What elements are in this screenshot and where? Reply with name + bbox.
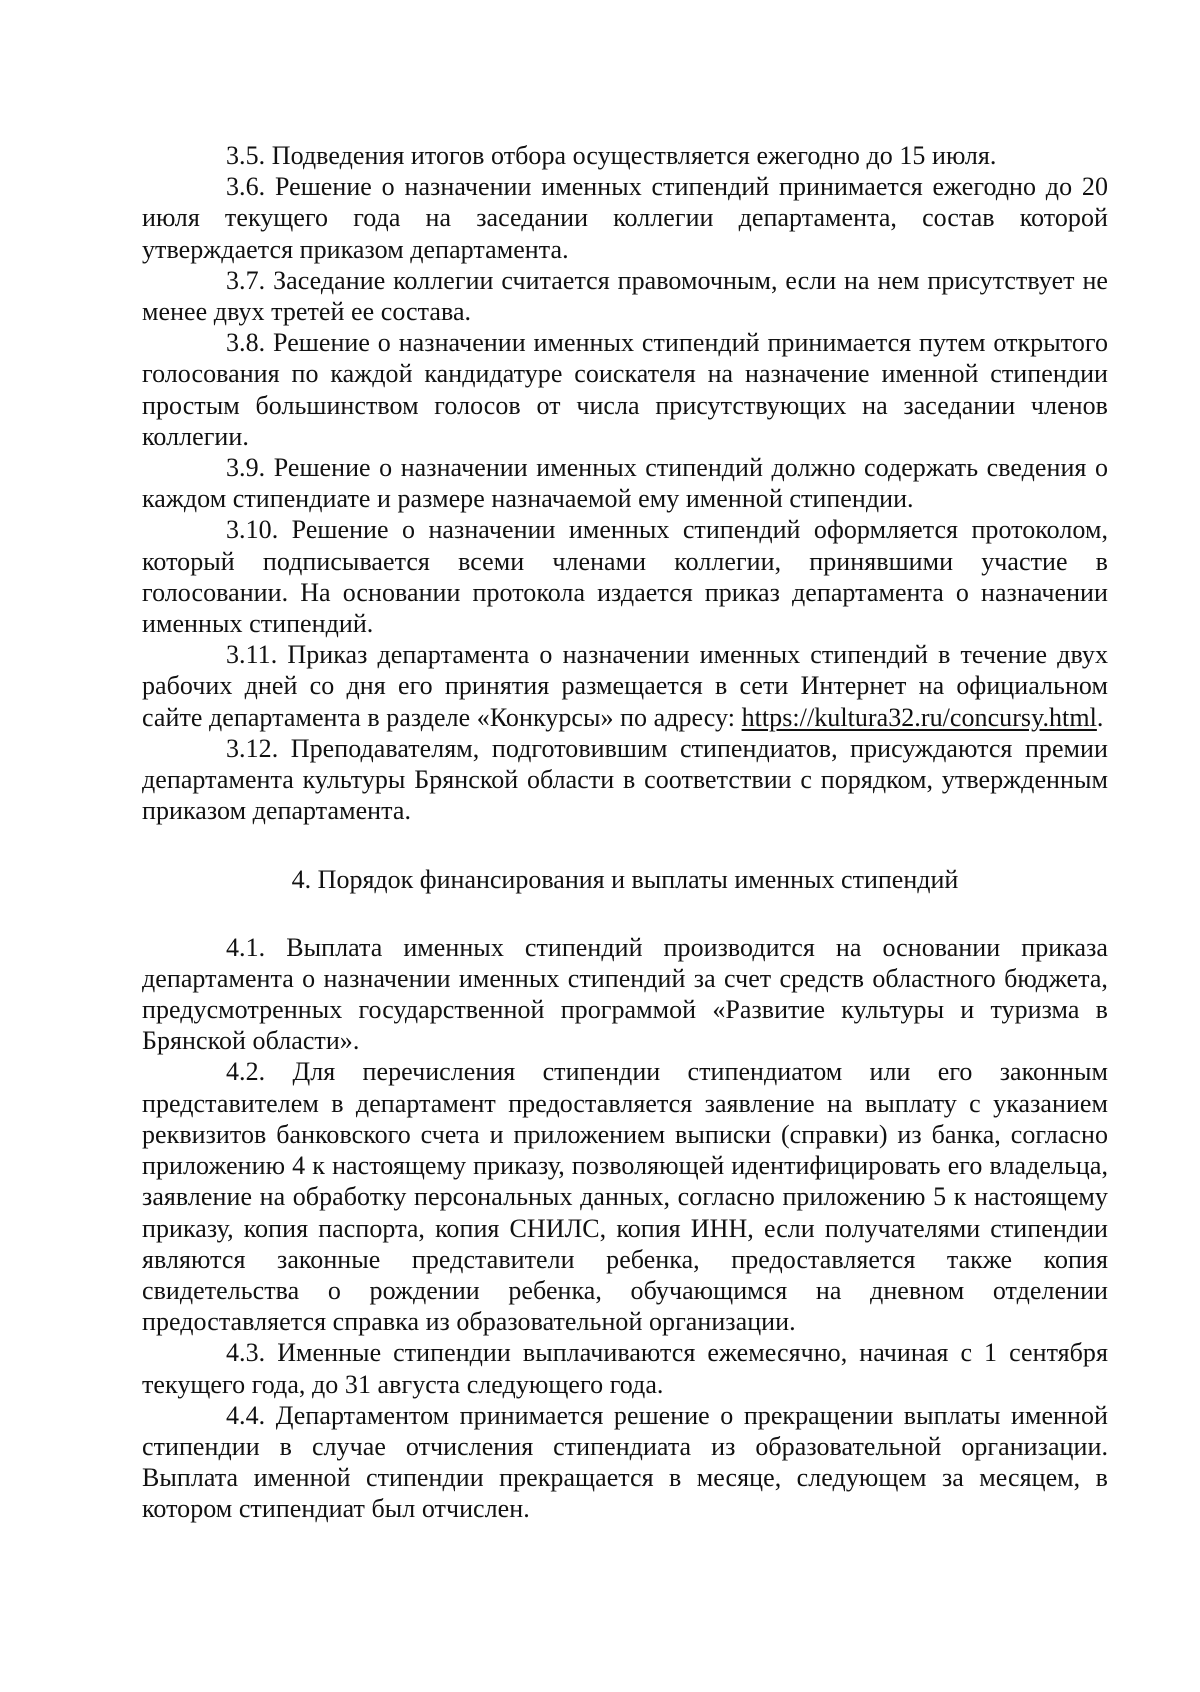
paragraph-3-10: 3.10. Решение о назначении именных стипендий оформляется протоколом, который подписывается всеми членами коллегии, принявшими участие в голосовании. На основании протокола издается приказ департамента о назначении именных стипендий. [142,515,1108,639]
paragraph-4-4: 4.4. Департаментом принимается решение о прекращении выплаты именной стипендии в случае отчисления стипендиата из образовательной организации. Выплата именной стипендии прекращается в месяце, следующем за месяцем, в котором стипендиат был отчислен. [142,1400,1108,1524]
paragraph-3-11-text: 3.11. Приказ департамента о назначении именных стипендий в течение двух рабочих дней со дня его принятия размещается в сети Интернет на официальном сайте департамента в разделе «Конкурсы» по адресу: [142,640,1108,732]
paragraph-3-7: 3.7. Заседание коллегии считается правомочным, если на нем присутствует не менее двух третей ее состава. [142,265,1108,327]
section-4-heading: 4. Порядок финансирования и выплаты именных стипендий [291,865,959,895]
paragraph-3-9: 3.9. Решение о назначении именных стипендий должно содержать сведения о каждом стипендиате и размере назначаемой ему именной стипендии. [142,453,1108,514]
paragraph-3-8: 3.8. Решение о назначении именных стипендий принимается путем открытого голосования по каждой кандидатуре соискателя на назначение именной стипендии простым большинством голосов от числа присутствующих на заседании членов коллегии. [142,328,1108,451]
paragraph-4-2: 4.2. Для перечисления стипендии стипендиатом или его законным представителем в департамент предоставляется заявление на выплату с указанием реквизитов банковского счета и приложением выписки (справки) из банка, согласно приложению 4 к настоящему приказу, позволяющей идентифицировать его владельца, заявление на обработку персональных данных, согласно приложению 5 к настоящему приказу, копия паспорта, копия СНИЛС, копия ИНН, если получателями стипендии являются законные представители ребенка, предоставляется также копия свидетельства о рождении ребенка, обучающимся на дневном отделении предоставляется справка из образовательной организации. [142,1057,1108,1337]
paragraph-3-11 [142,639,1108,733]
paragraph-3-11-end: . [1096,702,1104,732]
paragraph-3-12: 3.12. Преподавателям, подготовившим стипендиатов, присуждаются премии департамента культуры Брянской области в соответствии с порядком, утвержденным приказом департамента. [142,733,1108,826]
paragraph-3-6: 3.6. Решение о назначении именных стипендий принимается ежегодно до 20 июля текущего года на заседании коллегии департамента, состав которой утверждается приказом департамента. [142,172,1108,264]
concursy-link[interactable]: https://kultura32.ru/concursy.html [741,702,1097,732]
document-body [142,140,1108,1525]
paragraph-4-1: 4.1. Выплата именных стипендий производится на основании приказа департамента о назначении именных стипендий за счет средств областного бюджета, предусмотренных государственной программой «Развитие культуры и туризма в Брянской области». [142,932,1108,1056]
paragraph-3-5: 3.5. Подведения итогов отбора осуществляется ежегодно до 15 июля. [226,141,997,170]
paragraph-4-3: 4.3. Именные стипендии выплачиваются ежемесячно, начиная с 1 сентября текущего года, до 31 августа следующего года. [142,1338,1108,1399]
